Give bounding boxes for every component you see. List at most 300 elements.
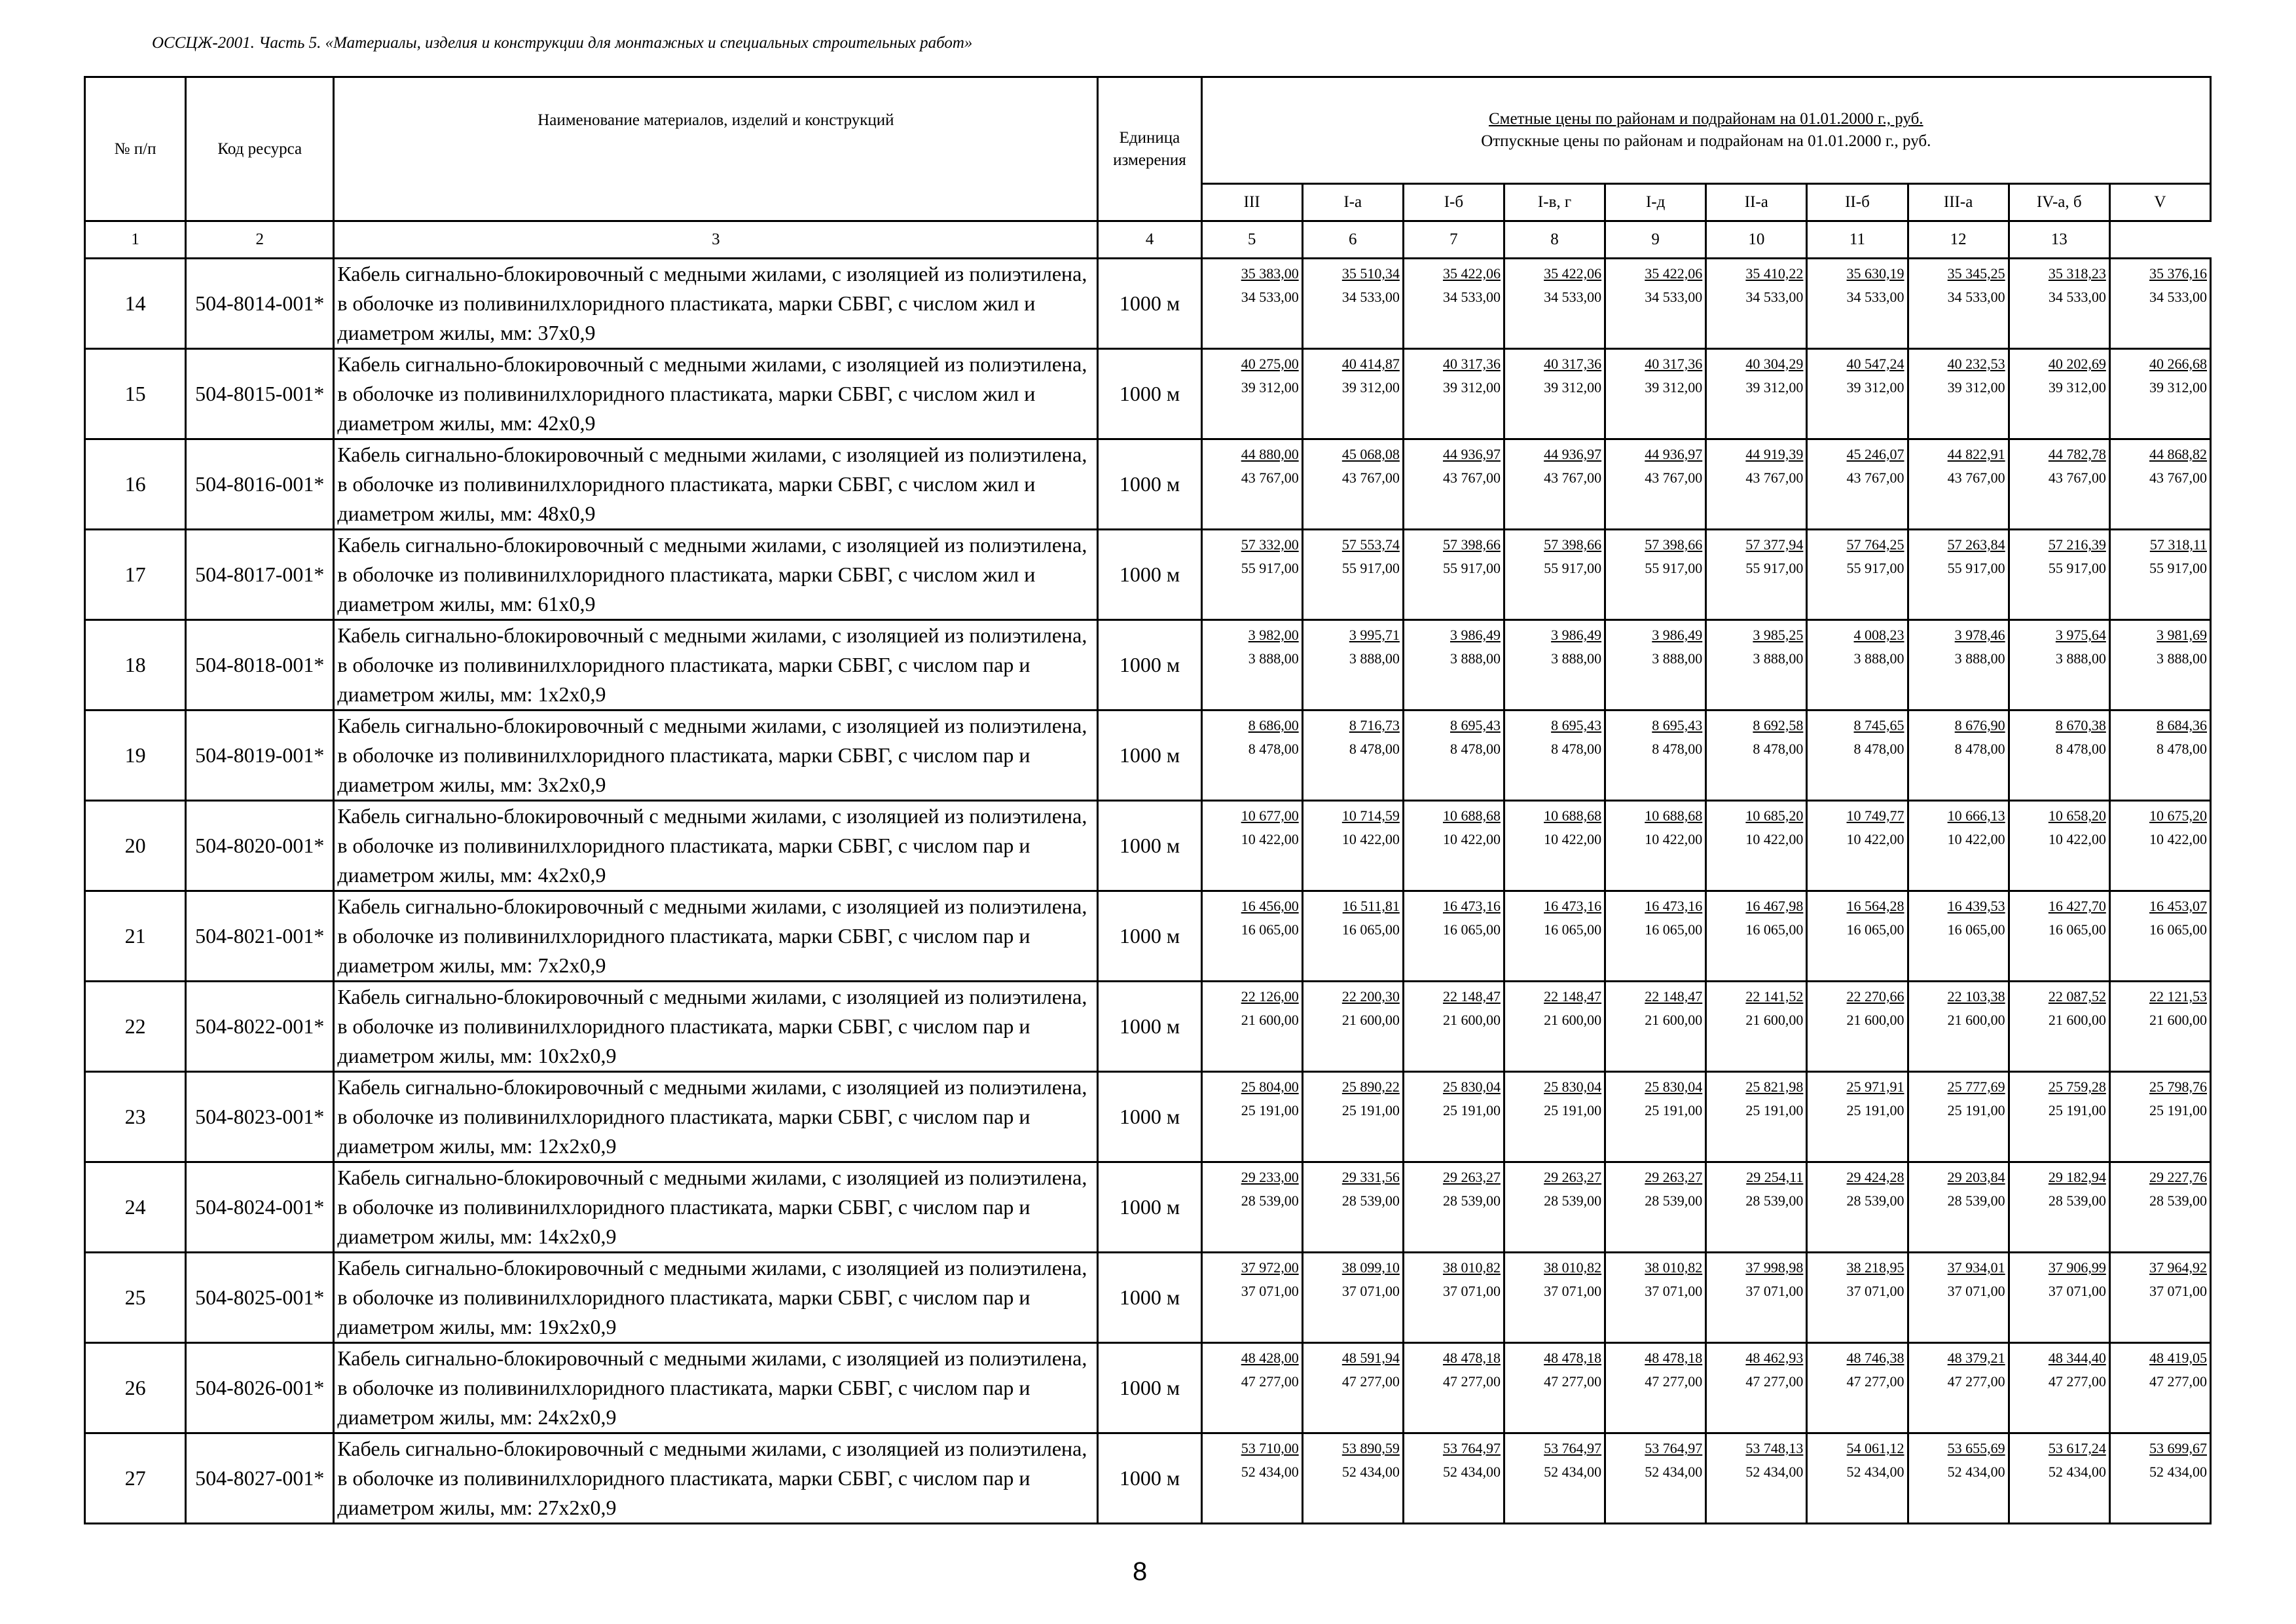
estimated-price: 3 978,46 — [1954, 627, 2005, 643]
release-price: 37 071,00 — [2149, 1283, 2207, 1299]
release-price: 3 888,00 — [1954, 650, 2005, 667]
price-cell — [1807, 259, 1908, 349]
estimated-price: 25 830,04 — [1544, 1079, 1602, 1095]
release-price: 34 533,00 — [2048, 289, 2106, 305]
header-num: № п/п — [85, 77, 186, 221]
row-number: 17 — [85, 530, 186, 620]
price-cell — [2109, 891, 2210, 982]
table-row — [85, 1072, 2211, 1162]
release-price: 16 065,00 — [1846, 921, 1904, 938]
price-cell — [2109, 710, 2210, 801]
price-cell — [2009, 891, 2109, 982]
estimated-price: 3 985,25 — [1753, 627, 1804, 643]
price-cell — [1706, 1072, 1807, 1162]
material-name: Кабель сигнально-блокировочный с медными жилами, с изоляцией из полиэтилена, в оболочке из поливинилхлоридного пластиката, марки СБВГ, с числом пар и диаметром жилы, мм: 4х2х0,9 — [334, 801, 1098, 891]
release-price: 37 071,00 — [1947, 1283, 2005, 1299]
column-number: 11 — [1807, 221, 1908, 259]
release-price: 8 478,00 — [1954, 741, 2005, 757]
material-name: Кабель сигнально-блокировочный с медными жилами, с изоляцией из полиэтилена, в оболочке из поливинилхлоридного пластиката, марки СБВГ, с числом пар и диаметром жилы, мм: 1х2х0,9 — [334, 620, 1098, 710]
release-price: 8 478,00 — [1248, 741, 1299, 757]
release-price: 43 767,00 — [1846, 470, 1904, 486]
estimated-price: 3 982,00 — [1248, 627, 1299, 643]
release-price: 28 539,00 — [2149, 1192, 2207, 1209]
column-number: 1 — [85, 221, 186, 259]
release-price: 28 539,00 — [1745, 1192, 1804, 1209]
unit-of-measure: 1000 м — [1098, 1343, 1201, 1433]
estimated-price: 44 822,91 — [1947, 446, 2005, 462]
resource-code: 504-8027-001* — [186, 1433, 334, 1524]
resource-code: 504-8023-001* — [186, 1072, 334, 1162]
price-cell — [1504, 891, 1605, 982]
price-cell — [1706, 1162, 1807, 1253]
price-cell — [2109, 1433, 2210, 1524]
price-cell — [1807, 1253, 1908, 1343]
column-number: 7 — [1403, 221, 1504, 259]
estimated-price: 48 591,94 — [1341, 1350, 1400, 1366]
unit-of-measure: 1000 м — [1098, 982, 1201, 1072]
price-cell — [1201, 259, 1302, 349]
estimated-price: 53 764,97 — [1544, 1440, 1602, 1456]
price-cell — [1908, 349, 2009, 439]
estimated-price: 40 317,36 — [1442, 356, 1501, 372]
price-cell — [2109, 349, 2210, 439]
unit-of-measure: 1000 м — [1098, 710, 1201, 801]
price-cell — [1504, 1433, 1605, 1524]
unit-of-measure: 1000 м — [1098, 620, 1201, 710]
estimated-price: 22 200,30 — [1341, 988, 1400, 1005]
price-cell — [1706, 982, 1807, 1072]
release-price: 10 422,00 — [1442, 831, 1501, 847]
estimated-price: 53 699,67 — [2149, 1440, 2207, 1456]
material-name: Кабель сигнально-блокировочный с медными жилами, с изоляцией из полиэтилена, в оболочке из поливинилхлоридного пластиката, марки СБВГ, с числом жил и диаметром жилы, мм: 37х0,9 — [334, 259, 1098, 349]
price-cell — [2109, 439, 2210, 530]
resource-code: 504-8024-001* — [186, 1162, 334, 1253]
resource-code: 504-8015-001* — [186, 349, 334, 439]
resource-code: 504-8014-001* — [186, 259, 334, 349]
material-name: Кабель сигнально-блокировочный с медными жилами, с изоляцией из полиэтилена, в оболочке из поливинилхлоридного пластиката, марки СБВГ, с числом пар и диаметром жилы, мм: 27х2х0,9 — [334, 1433, 1098, 1524]
estimated-price: 44 782,78 — [2048, 446, 2106, 462]
estimated-price: 29 233,00 — [1241, 1169, 1299, 1185]
row-number: 16 — [85, 439, 186, 530]
release-price: 3 888,00 — [2055, 650, 2106, 667]
release-price: 25 191,00 — [1846, 1102, 1904, 1118]
row-number: 22 — [85, 982, 186, 1072]
estimated-price: 8 695,43 — [1551, 717, 1602, 733]
material-name: Кабель сигнально-блокировочный с медными жилами, с изоляцией из полиэтилена, в оболочке из поливинилхлоридного пластиката, марки СБВГ, с числом пар и диаметром жилы, мм: 14х2х0,9 — [334, 1162, 1098, 1253]
estimated-price: 40 275,00 — [1241, 356, 1299, 372]
estimated-price: 22 148,47 — [1544, 988, 1602, 1005]
header-price-title-estimated: Сметные цены по районам и подрайонам на 01.01.2000 г., руб. — [1488, 110, 1923, 128]
estimated-price: 25 804,00 — [1241, 1079, 1299, 1095]
release-price: 47 277,00 — [1846, 1373, 1904, 1390]
estimated-price: 57 216,39 — [2048, 536, 2106, 553]
column-number: 10 — [1706, 221, 1807, 259]
header-price-group — [1201, 77, 2210, 184]
release-price: 21 600,00 — [2048, 1012, 2106, 1028]
release-price: 34 533,00 — [1241, 289, 1299, 305]
unit-of-measure: 1000 м — [1098, 1162, 1201, 1253]
estimated-price: 48 478,18 — [1544, 1350, 1602, 1366]
release-price: 55 917,00 — [1645, 560, 1703, 576]
price-cell — [1302, 530, 1403, 620]
estimated-price: 8 684,36 — [2157, 717, 2207, 733]
release-price: 21 600,00 — [1341, 1012, 1400, 1028]
table-row — [85, 620, 2211, 710]
release-price: 34 533,00 — [1341, 289, 1400, 305]
estimated-price: 8 670,38 — [2055, 717, 2106, 733]
release-price: 16 065,00 — [1442, 921, 1501, 938]
price-cell — [1605, 1433, 1706, 1524]
estimated-price: 8 686,00 — [1248, 717, 1299, 733]
price-cell — [1706, 1343, 1807, 1433]
release-price: 28 539,00 — [1645, 1192, 1703, 1209]
estimated-price: 22 121,53 — [2149, 988, 2207, 1005]
price-cell — [1908, 1072, 2009, 1162]
release-price: 10 422,00 — [1341, 831, 1400, 847]
price-cell — [1302, 710, 1403, 801]
price-cell — [1403, 259, 1504, 349]
release-price: 21 600,00 — [1544, 1012, 1602, 1028]
price-cell — [1605, 620, 1706, 710]
header-price-title-release: Отпускные цены по районам и подрайонам на 01.01.2000 г., руб. — [1481, 132, 1931, 150]
price-cell — [1706, 801, 1807, 891]
estimated-price: 57 553,74 — [1341, 536, 1400, 553]
estimated-price: 22 103,38 — [1947, 988, 2005, 1005]
resource-code: 504-8026-001* — [186, 1343, 334, 1433]
material-name: Кабель сигнально-блокировочный с медными жилами, с изоляцией из полиэтилена, в оболочке из поливинилхлоридного пластиката, марки СБВГ, с числом пар и диаметром жилы, мм: 3х2х0,9 — [334, 710, 1098, 801]
estimated-price: 22 148,47 — [1645, 988, 1703, 1005]
header-region: III-а — [1908, 184, 2009, 221]
release-price: 8 478,00 — [1551, 741, 1602, 757]
header-code: Код ресурса — [186, 77, 334, 221]
price-cell — [1807, 1433, 1908, 1524]
estimated-price: 29 263,27 — [1544, 1169, 1602, 1185]
estimated-price: 57 332,00 — [1241, 536, 1299, 553]
release-price: 39 312,00 — [2149, 379, 2207, 396]
price-cell — [1908, 982, 2009, 1072]
estimated-price: 29 263,27 — [1442, 1169, 1501, 1185]
estimated-price: 37 998,98 — [1745, 1259, 1804, 1276]
price-cell — [1706, 1253, 1807, 1343]
price-cell — [1706, 620, 1807, 710]
price-cell — [1403, 1072, 1504, 1162]
release-price: 52 434,00 — [1947, 1464, 2005, 1480]
estimated-price: 3 981,69 — [2157, 627, 2207, 643]
estimated-price: 48 746,38 — [1846, 1350, 1904, 1366]
column-number-row — [85, 221, 2211, 259]
row-number: 18 — [85, 620, 186, 710]
release-price: 55 917,00 — [1544, 560, 1602, 576]
price-cell — [1302, 982, 1403, 1072]
estimated-price: 10 677,00 — [1241, 807, 1299, 824]
estimated-price: 38 010,82 — [1442, 1259, 1501, 1276]
estimated-price: 48 428,00 — [1241, 1350, 1299, 1366]
price-cell — [1302, 1433, 1403, 1524]
price-cell — [1403, 1343, 1504, 1433]
header-region: I-д — [1605, 184, 1706, 221]
release-price: 43 767,00 — [1544, 470, 1602, 486]
row-number: 23 — [85, 1072, 186, 1162]
price-cell — [1605, 1162, 1706, 1253]
release-price: 10 422,00 — [1846, 831, 1904, 847]
price-cell — [2009, 439, 2109, 530]
table-row — [85, 982, 2211, 1072]
unit-of-measure: 1000 м — [1098, 1433, 1201, 1524]
release-price: 34 533,00 — [1947, 289, 2005, 305]
price-cell — [1201, 349, 1302, 439]
release-price: 52 434,00 — [1846, 1464, 1904, 1480]
estimated-price: 3 995,71 — [1349, 627, 1400, 643]
header-region: III — [1201, 184, 1302, 221]
release-price: 25 191,00 — [2149, 1102, 2207, 1118]
header-region: II-а — [1706, 184, 1807, 221]
unit-of-measure: 1000 м — [1098, 891, 1201, 982]
material-name: Кабель сигнально-блокировочный с медными жилами, с изоляцией из полиэтилена, в оболочке из поливинилхлоридного пластиката, марки СБВГ, с числом пар и диаметром жилы, мм: 12х2х0,9 — [334, 1072, 1098, 1162]
estimated-price: 8 692,58 — [1753, 717, 1804, 733]
row-number: 20 — [85, 801, 186, 891]
estimated-price: 57 318,11 — [2149, 536, 2207, 553]
release-price: 52 434,00 — [1645, 1464, 1703, 1480]
estimated-price: 16 511,81 — [1342, 898, 1400, 914]
estimated-price: 29 227,76 — [2149, 1169, 2207, 1185]
price-cell — [1908, 259, 2009, 349]
estimated-price: 38 010,82 — [1544, 1259, 1602, 1276]
release-price: 8 478,00 — [1853, 741, 1904, 757]
estimated-price: 35 422,06 — [1645, 265, 1703, 282]
release-price: 47 277,00 — [1544, 1373, 1602, 1390]
release-price: 43 767,00 — [1947, 470, 2005, 486]
estimated-price: 16 473,16 — [1645, 898, 1703, 914]
release-price: 16 065,00 — [1544, 921, 1602, 938]
price-cell — [1302, 259, 1403, 349]
price-cell — [1201, 1253, 1302, 1343]
header-region: V — [2109, 184, 2210, 221]
release-price: 3 888,00 — [2157, 650, 2207, 667]
material-name: Кабель сигнально-блокировочный с медными жилами, с изоляцией из полиэтилена, в оболочке из поливинилхлоридного пластиката, марки СБВГ, с числом пар и диаметром жилы, мм: 7х2х0,9 — [334, 891, 1098, 982]
header-region: I-а — [1302, 184, 1403, 221]
release-price: 3 888,00 — [1753, 650, 1804, 667]
estimated-price: 3 986,49 — [1551, 627, 1602, 643]
release-price: 16 065,00 — [1947, 921, 2005, 938]
release-price: 8 478,00 — [1349, 741, 1400, 757]
release-price: 16 065,00 — [2048, 921, 2106, 938]
release-price: 3 888,00 — [1853, 650, 1904, 667]
estimated-price: 25 830,04 — [1645, 1079, 1703, 1095]
price-cell — [1807, 891, 1908, 982]
table-row — [85, 1343, 2211, 1433]
estimated-price: 53 710,00 — [1241, 1440, 1299, 1456]
header-row — [85, 77, 2211, 184]
estimated-price: 38 218,95 — [1846, 1259, 1904, 1276]
release-price: 52 434,00 — [1544, 1464, 1602, 1480]
price-cell — [1908, 710, 2009, 801]
price-cell — [2009, 530, 2109, 620]
release-price: 52 434,00 — [2149, 1464, 2207, 1480]
release-price: 52 434,00 — [1442, 1464, 1501, 1480]
release-price: 21 600,00 — [1241, 1012, 1299, 1028]
estimated-price: 57 764,25 — [1846, 536, 1904, 553]
price-cell — [1302, 349, 1403, 439]
estimated-price: 25 821,98 — [1745, 1079, 1804, 1095]
release-price: 25 191,00 — [1544, 1102, 1602, 1118]
estimated-price: 38 010,82 — [1645, 1259, 1703, 1276]
release-price: 16 065,00 — [1341, 921, 1400, 938]
release-price: 10 422,00 — [1645, 831, 1703, 847]
price-cell — [2109, 620, 2210, 710]
table-row — [85, 801, 2211, 891]
estimated-price: 16 456,00 — [1241, 898, 1299, 914]
estimated-price: 40 547,24 — [1846, 356, 1904, 372]
estimated-price: 22 270,66 — [1846, 988, 1904, 1005]
header-region: I-в, г — [1504, 184, 1605, 221]
estimated-price: 53 890,59 — [1341, 1440, 1400, 1456]
table-row — [85, 439, 2211, 530]
price-cell — [1807, 620, 1908, 710]
release-price: 39 312,00 — [1442, 379, 1501, 396]
release-price: 39 312,00 — [2048, 379, 2106, 396]
estimated-price: 53 748,13 — [1745, 1440, 1804, 1456]
release-price: 43 767,00 — [1745, 470, 1804, 486]
row-number: 25 — [85, 1253, 186, 1343]
estimated-price: 3 986,49 — [1652, 627, 1703, 643]
release-price: 39 312,00 — [1241, 379, 1299, 396]
unit-of-measure: 1000 м — [1098, 530, 1201, 620]
release-price: 43 767,00 — [1645, 470, 1703, 486]
estimated-price: 40 202,69 — [2048, 356, 2106, 372]
column-number: 12 — [1908, 221, 2009, 259]
price-cell — [1605, 982, 1706, 1072]
release-price: 37 071,00 — [1645, 1283, 1703, 1299]
estimated-price: 38 099,10 — [1341, 1259, 1400, 1276]
price-cell — [1504, 530, 1605, 620]
estimated-price: 10 688,68 — [1645, 807, 1703, 824]
release-price: 55 917,00 — [1846, 560, 1904, 576]
release-price: 39 312,00 — [1947, 379, 2005, 396]
estimated-price: 29 182,94 — [2048, 1169, 2106, 1185]
column-number: 5 — [1201, 221, 1302, 259]
release-price: 47 277,00 — [1341, 1373, 1400, 1390]
price-cell — [1201, 439, 1302, 530]
release-price: 34 533,00 — [1442, 289, 1501, 305]
estimated-price: 48 419,05 — [2149, 1350, 2207, 1366]
price-cell — [1706, 1433, 1807, 1524]
row-number: 26 — [85, 1343, 186, 1433]
price-cell — [2109, 1253, 2210, 1343]
table-row — [85, 530, 2211, 620]
price-cell — [2109, 1162, 2210, 1253]
price-cell — [2009, 710, 2109, 801]
table-row — [85, 349, 2211, 439]
price-cell — [1908, 801, 2009, 891]
price-cell — [1403, 439, 1504, 530]
resource-code: 504-8017-001* — [186, 530, 334, 620]
price-cell — [1403, 891, 1504, 982]
price-cell — [1302, 1253, 1403, 1343]
price-cell — [1605, 710, 1706, 801]
release-price: 43 767,00 — [1341, 470, 1400, 486]
release-price: 28 539,00 — [1241, 1192, 1299, 1209]
price-cell — [1605, 891, 1706, 982]
release-price: 21 600,00 — [1947, 1012, 2005, 1028]
price-cell — [1504, 1253, 1605, 1343]
release-price: 25 191,00 — [1442, 1102, 1501, 1118]
price-cell — [1403, 710, 1504, 801]
estimated-price: 40 317,36 — [1544, 356, 1602, 372]
table-row — [85, 710, 2211, 801]
price-cell — [2009, 1162, 2109, 1253]
price-cell — [1504, 259, 1605, 349]
release-price: 8 478,00 — [2055, 741, 2106, 757]
estimated-price: 57 377,94 — [1745, 536, 1804, 553]
estimated-price: 10 688,68 — [1442, 807, 1501, 824]
release-price: 39 312,00 — [1645, 379, 1703, 396]
estimated-price: 25 798,76 — [2149, 1079, 2207, 1095]
estimated-price: 35 410,22 — [1745, 265, 1804, 282]
estimated-price: 57 263,84 — [1947, 536, 2005, 553]
release-price: 52 434,00 — [1341, 1464, 1400, 1480]
release-price: 21 600,00 — [1745, 1012, 1804, 1028]
estimated-price: 25 830,04 — [1442, 1079, 1501, 1095]
price-cell — [2009, 620, 2109, 710]
estimated-price: 4 008,23 — [1853, 627, 1904, 643]
row-number: 15 — [85, 349, 186, 439]
row-number: 19 — [85, 710, 186, 801]
resource-code: 504-8021-001* — [186, 891, 334, 982]
price-cell — [1403, 349, 1504, 439]
estimated-price: 8 676,90 — [1954, 717, 2005, 733]
release-price: 28 539,00 — [1947, 1192, 2005, 1209]
estimated-price: 25 890,22 — [1341, 1079, 1400, 1095]
price-cell — [2009, 259, 2109, 349]
release-price: 43 767,00 — [1241, 470, 1299, 486]
estimated-price: 8 716,73 — [1349, 717, 1400, 733]
price-cell — [1403, 530, 1504, 620]
release-price: 8 478,00 — [1652, 741, 1703, 757]
release-price: 34 533,00 — [1544, 289, 1602, 305]
material-name: Кабель сигнально-блокировочный с медными жилами, с изоляцией из полиэтилена, в оболочке из поливинилхлоридного пластиката, марки СБВГ, с числом жил и диаметром жилы, мм: 48х0,9 — [334, 439, 1098, 530]
price-cell — [1504, 439, 1605, 530]
release-price: 10 422,00 — [1947, 831, 2005, 847]
release-price: 34 533,00 — [1846, 289, 1904, 305]
price-cell — [1201, 1433, 1302, 1524]
estimated-price: 35 510,34 — [1341, 265, 1400, 282]
release-price: 47 277,00 — [1241, 1373, 1299, 1390]
estimated-price: 25 777,69 — [1947, 1079, 2005, 1095]
release-price: 55 917,00 — [1241, 560, 1299, 576]
price-cell — [1201, 620, 1302, 710]
price-cell — [1908, 1162, 2009, 1253]
resource-code: 504-8025-001* — [186, 1253, 334, 1343]
unit-of-measure: 1000 м — [1098, 439, 1201, 530]
estimated-price: 57 398,66 — [1544, 536, 1602, 553]
estimated-price: 44 880,00 — [1241, 446, 1299, 462]
estimated-price: 25 971,91 — [1846, 1079, 1904, 1095]
price-cell — [1605, 439, 1706, 530]
price-cell — [2009, 1072, 2109, 1162]
price-cell — [1706, 710, 1807, 801]
release-price: 10 422,00 — [2048, 831, 2106, 847]
estimated-price: 3 986,49 — [1449, 627, 1501, 643]
material-name: Кабель сигнально-блокировочный с медными жилами, с изоляцией из полиэтилена, в оболочке из поливинилхлоридного пластиката, марки СБВГ, с числом жил и диаметром жилы, мм: 61х0,9 — [334, 530, 1098, 620]
estimated-price: 53 764,97 — [1645, 1440, 1703, 1456]
price-cell — [1605, 530, 1706, 620]
estimated-price: 10 685,20 — [1745, 807, 1804, 824]
release-price: 55 917,00 — [1341, 560, 1400, 576]
price-cell — [1302, 1072, 1403, 1162]
price-cell — [2109, 530, 2210, 620]
estimated-price: 29 263,27 — [1645, 1169, 1703, 1185]
estimated-price: 10 666,13 — [1947, 807, 2005, 824]
